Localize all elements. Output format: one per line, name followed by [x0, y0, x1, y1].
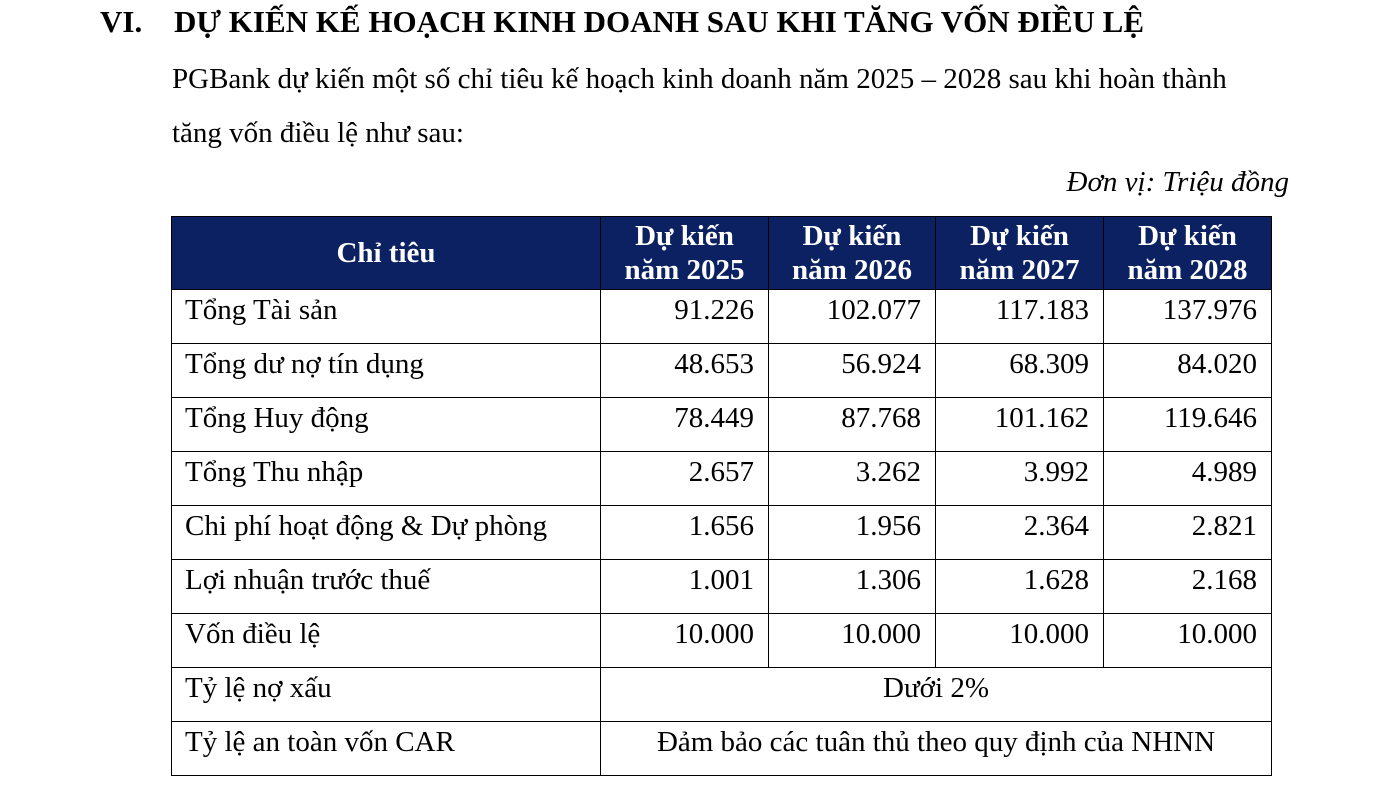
- row-label: Tổng Huy động: [172, 398, 601, 452]
- value-cell: 1.001: [601, 560, 769, 614]
- row-label: Tổng Tài sản: [172, 290, 601, 344]
- table-row: [172, 614, 1272, 668]
- table-row: [172, 290, 1272, 344]
- value-cell: 10.000: [936, 614, 1104, 668]
- business-plan-table: [171, 216, 1272, 776]
- value-cell: 1.628: [936, 560, 1104, 614]
- table-row: [172, 506, 1272, 560]
- value-cell: 10.000: [769, 614, 936, 668]
- value-cell: 10.000: [1104, 614, 1272, 668]
- value-cell: 102.077: [769, 290, 936, 344]
- value-cell: 119.646: [1104, 398, 1272, 452]
- section-heading: [100, 2, 1144, 42]
- row-label: Tổng Thu nhập: [172, 452, 601, 506]
- value-cell: 1.956: [769, 506, 936, 560]
- header-2026: Dự kiến năm 2026: [769, 217, 936, 290]
- value-cell: 2.364: [936, 506, 1104, 560]
- table-row: [172, 452, 1272, 506]
- value-cell: 84.020: [1104, 344, 1272, 398]
- value-cell: 101.162: [936, 398, 1104, 452]
- row-label: Tổng dư nợ tín dụng: [172, 344, 601, 398]
- value-cell: 2.168: [1104, 560, 1272, 614]
- header-2025: Dự kiến năm 2025: [601, 217, 769, 290]
- value-cell: 117.183: [936, 290, 1104, 344]
- section-number: VI.: [100, 4, 143, 39]
- header-2028: Dự kiến năm 2028: [1104, 217, 1272, 290]
- merged-value-cell: Dưới 2%: [601, 668, 1272, 722]
- row-label: Chi phí hoạt động & Dự phòng: [172, 506, 601, 560]
- value-cell: 2.821: [1104, 506, 1272, 560]
- value-cell: 137.976: [1104, 290, 1272, 344]
- header-indicator: Chỉ tiêu: [172, 217, 601, 290]
- table-row: [172, 722, 1272, 776]
- section-title: DỰ KIẾN KẾ HOẠCH KINH DOANH SAU KHI TĂNG VỐN ĐIỀU LỆ: [174, 4, 1145, 39]
- row-label: Tỷ lệ nợ xấu: [172, 668, 601, 722]
- table-row: [172, 344, 1272, 398]
- value-cell: 91.226: [601, 290, 769, 344]
- value-cell: 48.653: [601, 344, 769, 398]
- value-cell: 10.000: [601, 614, 769, 668]
- header-2027: Dự kiến năm 2027: [936, 217, 1104, 290]
- merged-value-cell: Đảm bảo các tuân thủ theo quy định của NHNN: [601, 722, 1272, 776]
- value-cell: 1.656: [601, 506, 769, 560]
- row-label: Lợi nhuận trước thuế: [172, 560, 601, 614]
- value-cell: 1.306: [769, 560, 936, 614]
- value-cell: 2.657: [601, 452, 769, 506]
- row-label: Tỷ lệ an toàn vốn CAR: [172, 722, 601, 776]
- unit-note: Đơn vị: Triệu đồng: [1066, 166, 1289, 198]
- table-header-row: [172, 217, 1272, 290]
- value-cell: 87.768: [769, 398, 936, 452]
- intro-paragraph: PGBank dự kiến một số chỉ tiêu kế hoạch kinh doanh năm 2025 – 2028 sau khi hoàn thành tăng vốn điều lệ như sau:: [172, 63, 1227, 149]
- value-cell: 3.262: [769, 452, 936, 506]
- value-cell: 68.309: [936, 344, 1104, 398]
- table-row: [172, 668, 1272, 722]
- table-row: [172, 398, 1272, 452]
- value-cell: 4.989: [1104, 452, 1272, 506]
- row-label: Vốn điều lệ: [172, 614, 601, 668]
- value-cell: 3.992: [936, 452, 1104, 506]
- value-cell: 56.924: [769, 344, 936, 398]
- value-cell: 78.449: [601, 398, 769, 452]
- table-row: [172, 560, 1272, 614]
